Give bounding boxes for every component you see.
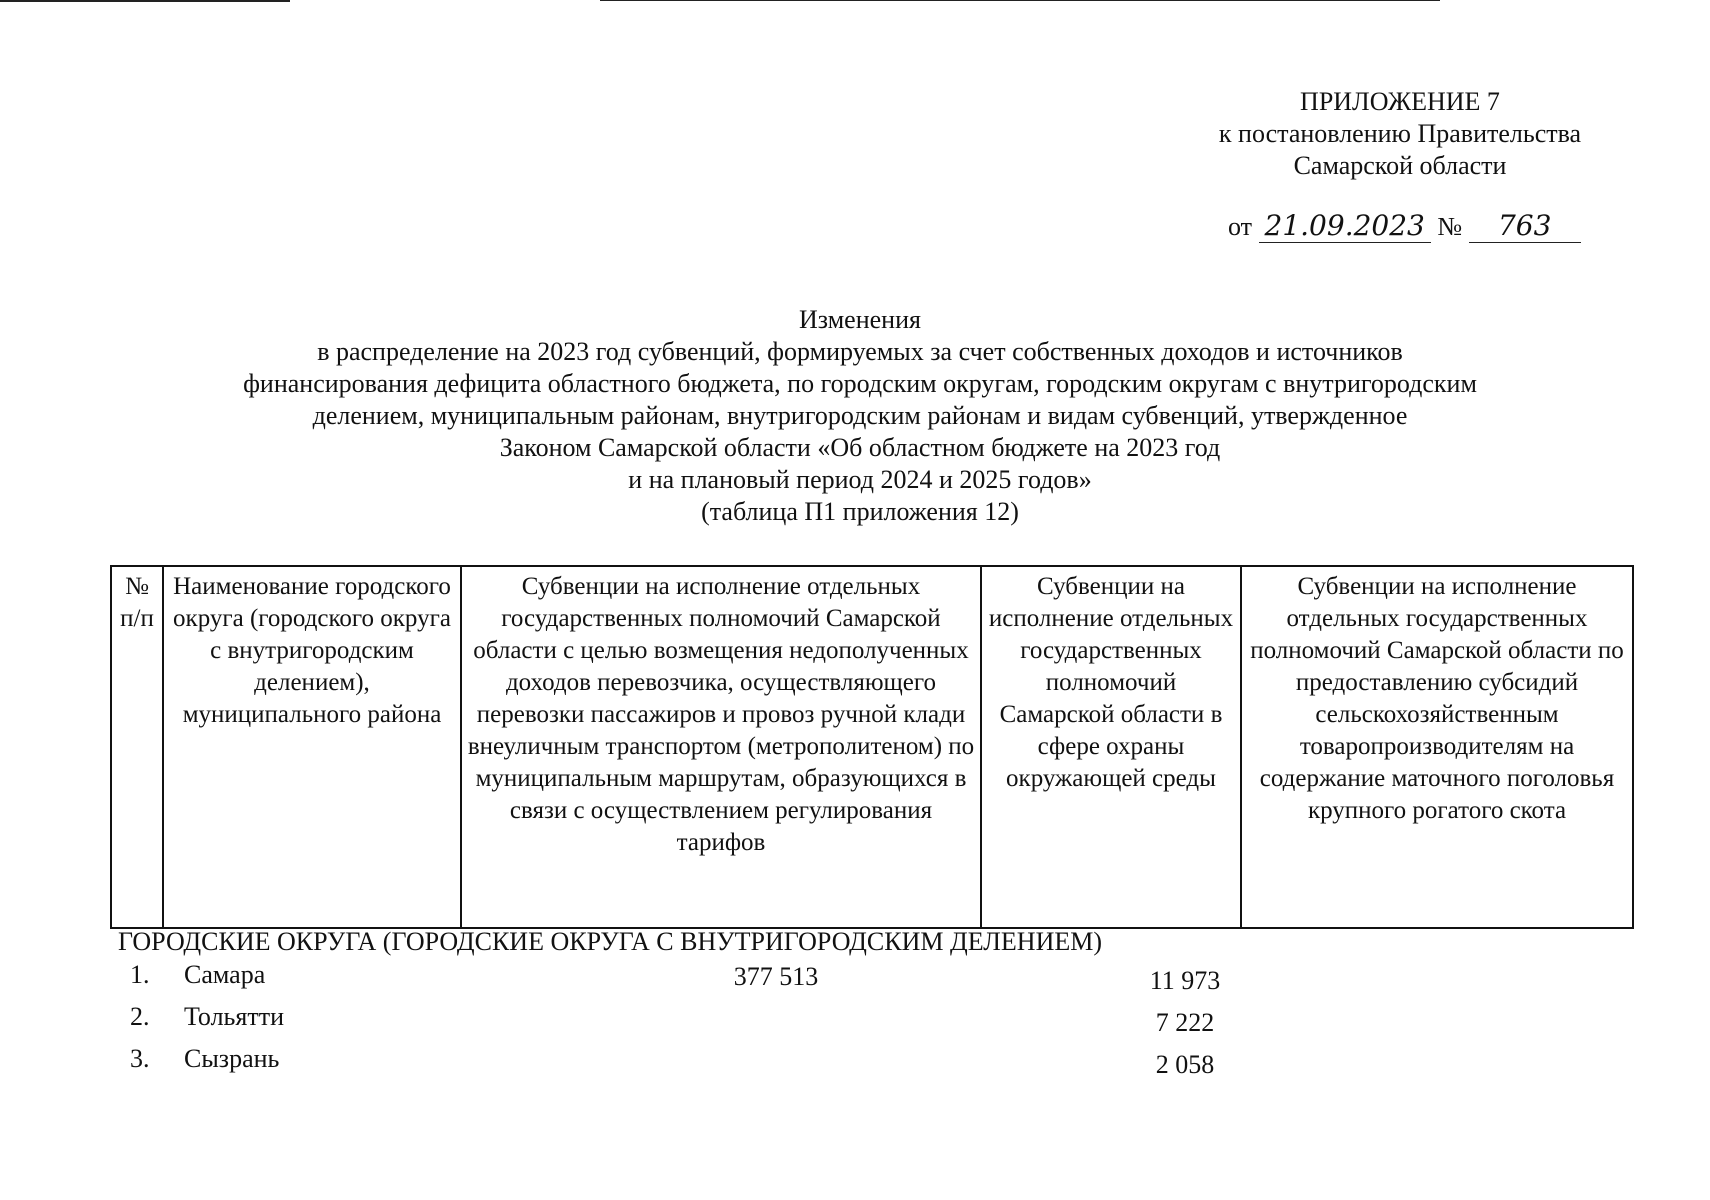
title-line: финансирования дефицита областного бюджета, по городским округам, городским округам с внутригородским [243,369,1477,398]
row-value-environment: 11 973 [1149,966,1221,995]
row-number: 3. [130,1044,150,1073]
table-row [110,1002,1632,1044]
appendix-title: ПРИЛОЖЕНИЕ 7 [1300,87,1500,116]
date-number-line [1228,210,1588,243]
row-value-environment: 7 222 [1155,1008,1215,1037]
row-name: Сызрань [184,1044,280,1073]
number-prefix: № [1437,212,1463,241]
handwritten-date: 21.09.2023 [1259,210,1431,243]
table-row [110,1044,1632,1086]
title-line: в распределение на 2023 год субвенций, формируемых за счет собственных доходов и источников [317,337,1403,366]
appendix-header [1180,86,1620,182]
document-title [150,304,1570,528]
header-metro-subvention: Субвенции на исполнение отдельных государственных полномочий Самарской области с целью возмещения недополученных доходов перевозчика, осуществляющего перевозки пассажиров и провоз ручной клади внеуличным транспортом (метрополитеном) по муниципальным маршрутам, образующихся в связи с осуществлением регулирования тарифов [461,566,981,928]
handwritten-number: 763 [1469,210,1581,243]
title-line: Законом Самарской области «Об областном бюджете на 2023 год [499,433,1221,462]
title-line: и на плановый период 2024 и 2025 годов» [628,465,1092,494]
header-municipality: Наименование городского округа (городского округа с внутригородским делением), муниципального района [163,566,461,928]
scan-edge [0,0,290,2]
table-body [110,960,1632,1086]
row-name: Тольятти [184,1002,285,1031]
subventions-table [110,565,1634,929]
scan-edge [600,0,1440,1]
header-agriculture-subvention: Субвенции на исполнение отдельных государственных полномочий Самарской области по предоставлению субсидий сельскохозяйственным товаропроизводителям на содержание маточного поголовья крупного рогатого скота [1241,566,1633,928]
row-name: Самара [184,960,266,989]
title-line: Изменения [799,305,921,334]
row-number: 2. [130,1002,150,1031]
section-title: ГОРОДСКИЕ ОКРУГА (ГОРОДСКИЕ ОКРУГА С ВНУТРИГОРОДСКИМ ДЕЛЕНИЕМ) [118,927,1103,956]
row-number: 1. [130,960,150,989]
row-value-metro: 377 513 [733,962,819,991]
header-environment-subvention: Субвенции на исполнение отдельных государственных полномочий Самарской области в сфере охраны окружающей среды [981,566,1241,928]
title-line: (таблица П1 приложения 12) [701,497,1019,526]
title-line: делением, муниципальным районам, внутригородским районам и видам субвенций, утвержденное [312,401,1408,430]
row-value-environment: 2 058 [1155,1050,1215,1079]
header-number: № п/п [111,566,163,928]
table-row [110,960,1632,1002]
date-prefix: от [1228,212,1253,241]
appendix-line: Самарской области [1293,151,1507,180]
appendix-line: к постановлению Правительства [1218,119,1582,148]
